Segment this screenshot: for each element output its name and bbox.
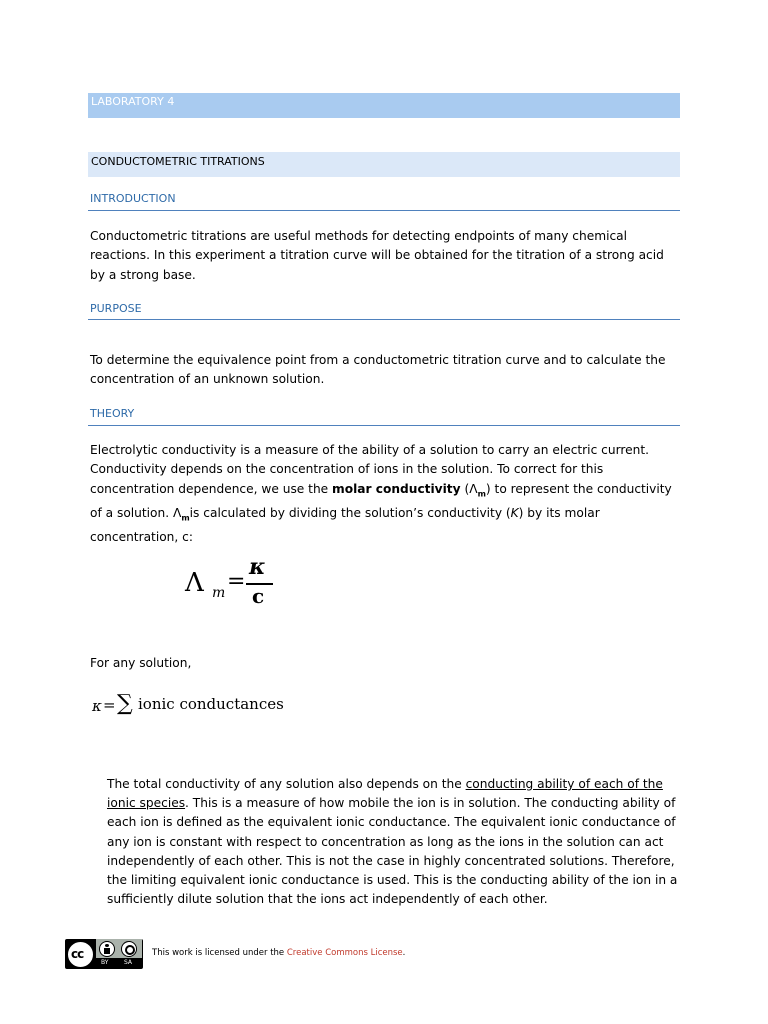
introduction-rule [88,210,680,211]
introduction-text: Conductometric titrations are useful methods for detecting endpoints of many chemical reactions. In this experiment a titration curve will be obtained for the titration of a strong acid by a strong base. [90,229,664,282]
introduction-heading: INTRODUCTION [90,192,176,205]
purpose-text: To determine the equivalence point from a conductometric titration curve and to calculate the concentration of an unknown solution. [90,353,666,387]
theory-heading: THEORY [90,407,135,420]
lab-title-bar [88,93,680,118]
lab-title: LABORATORY 4 [91,95,175,108]
creative-commons-link[interactable]: Creative Commons License [286,948,403,958]
conductance-sum-formula: κ = ∑ ionic conductances [92,691,284,716]
doc-title-bar [88,152,680,177]
doc-title: CONDUCTOMETRIC TITRATIONS [91,155,265,168]
for-any-solution: For any solution, [90,656,192,670]
cc-icon: cc [67,941,94,968]
license-text: This work is licensed under the Creative Commons License. [152,948,406,958]
purpose-heading: PURPOSE [90,302,142,315]
sa-icon [121,941,137,957]
by-icon [99,941,115,957]
molar-conductivity-formula: Λ m = κ c [185,562,285,612]
theory-rule [88,425,680,426]
underlined-term: conducting ability of each of the ionic species [107,777,663,811]
theory-text: Electrolytic conductivity is a measure of the ability of a solution to carry an electric current. Conductivity depends on the concentration of ions in the solution. To correct for this concentration dependence, we use the molar conductivity $(\Lambda_m)$ to represent the conductivity of a solution. $\Lambda_mis$ calculated by dividing the solution’s conductivity (K) by its molar concentration, c: [90,443,672,544]
ionic-species-paragraph: The total conductivity of any solution also depends on the conducting ability of each of the ionic species. This is a measure of how mobile the ion is in solution. The conducting ability of each ion is defined as the equivalent ionic conductance. The equivalent ionic conductance of any ion is constant with respect to concentration as long as the ions in the solution can act independently of each other. This is not the case in highly concentrated solutions. Therefore, the limiting equivalent ionic conductance is used. This is the conducting ability of the ion in a sufficiently dilute solution that the ions act independently of each other. [107,777,678,907]
creative-commons-badge: cc BY SA [65,939,143,969]
molar-conductivity-term: molar conductivity [332,481,461,496]
purpose-rule [88,319,680,320]
